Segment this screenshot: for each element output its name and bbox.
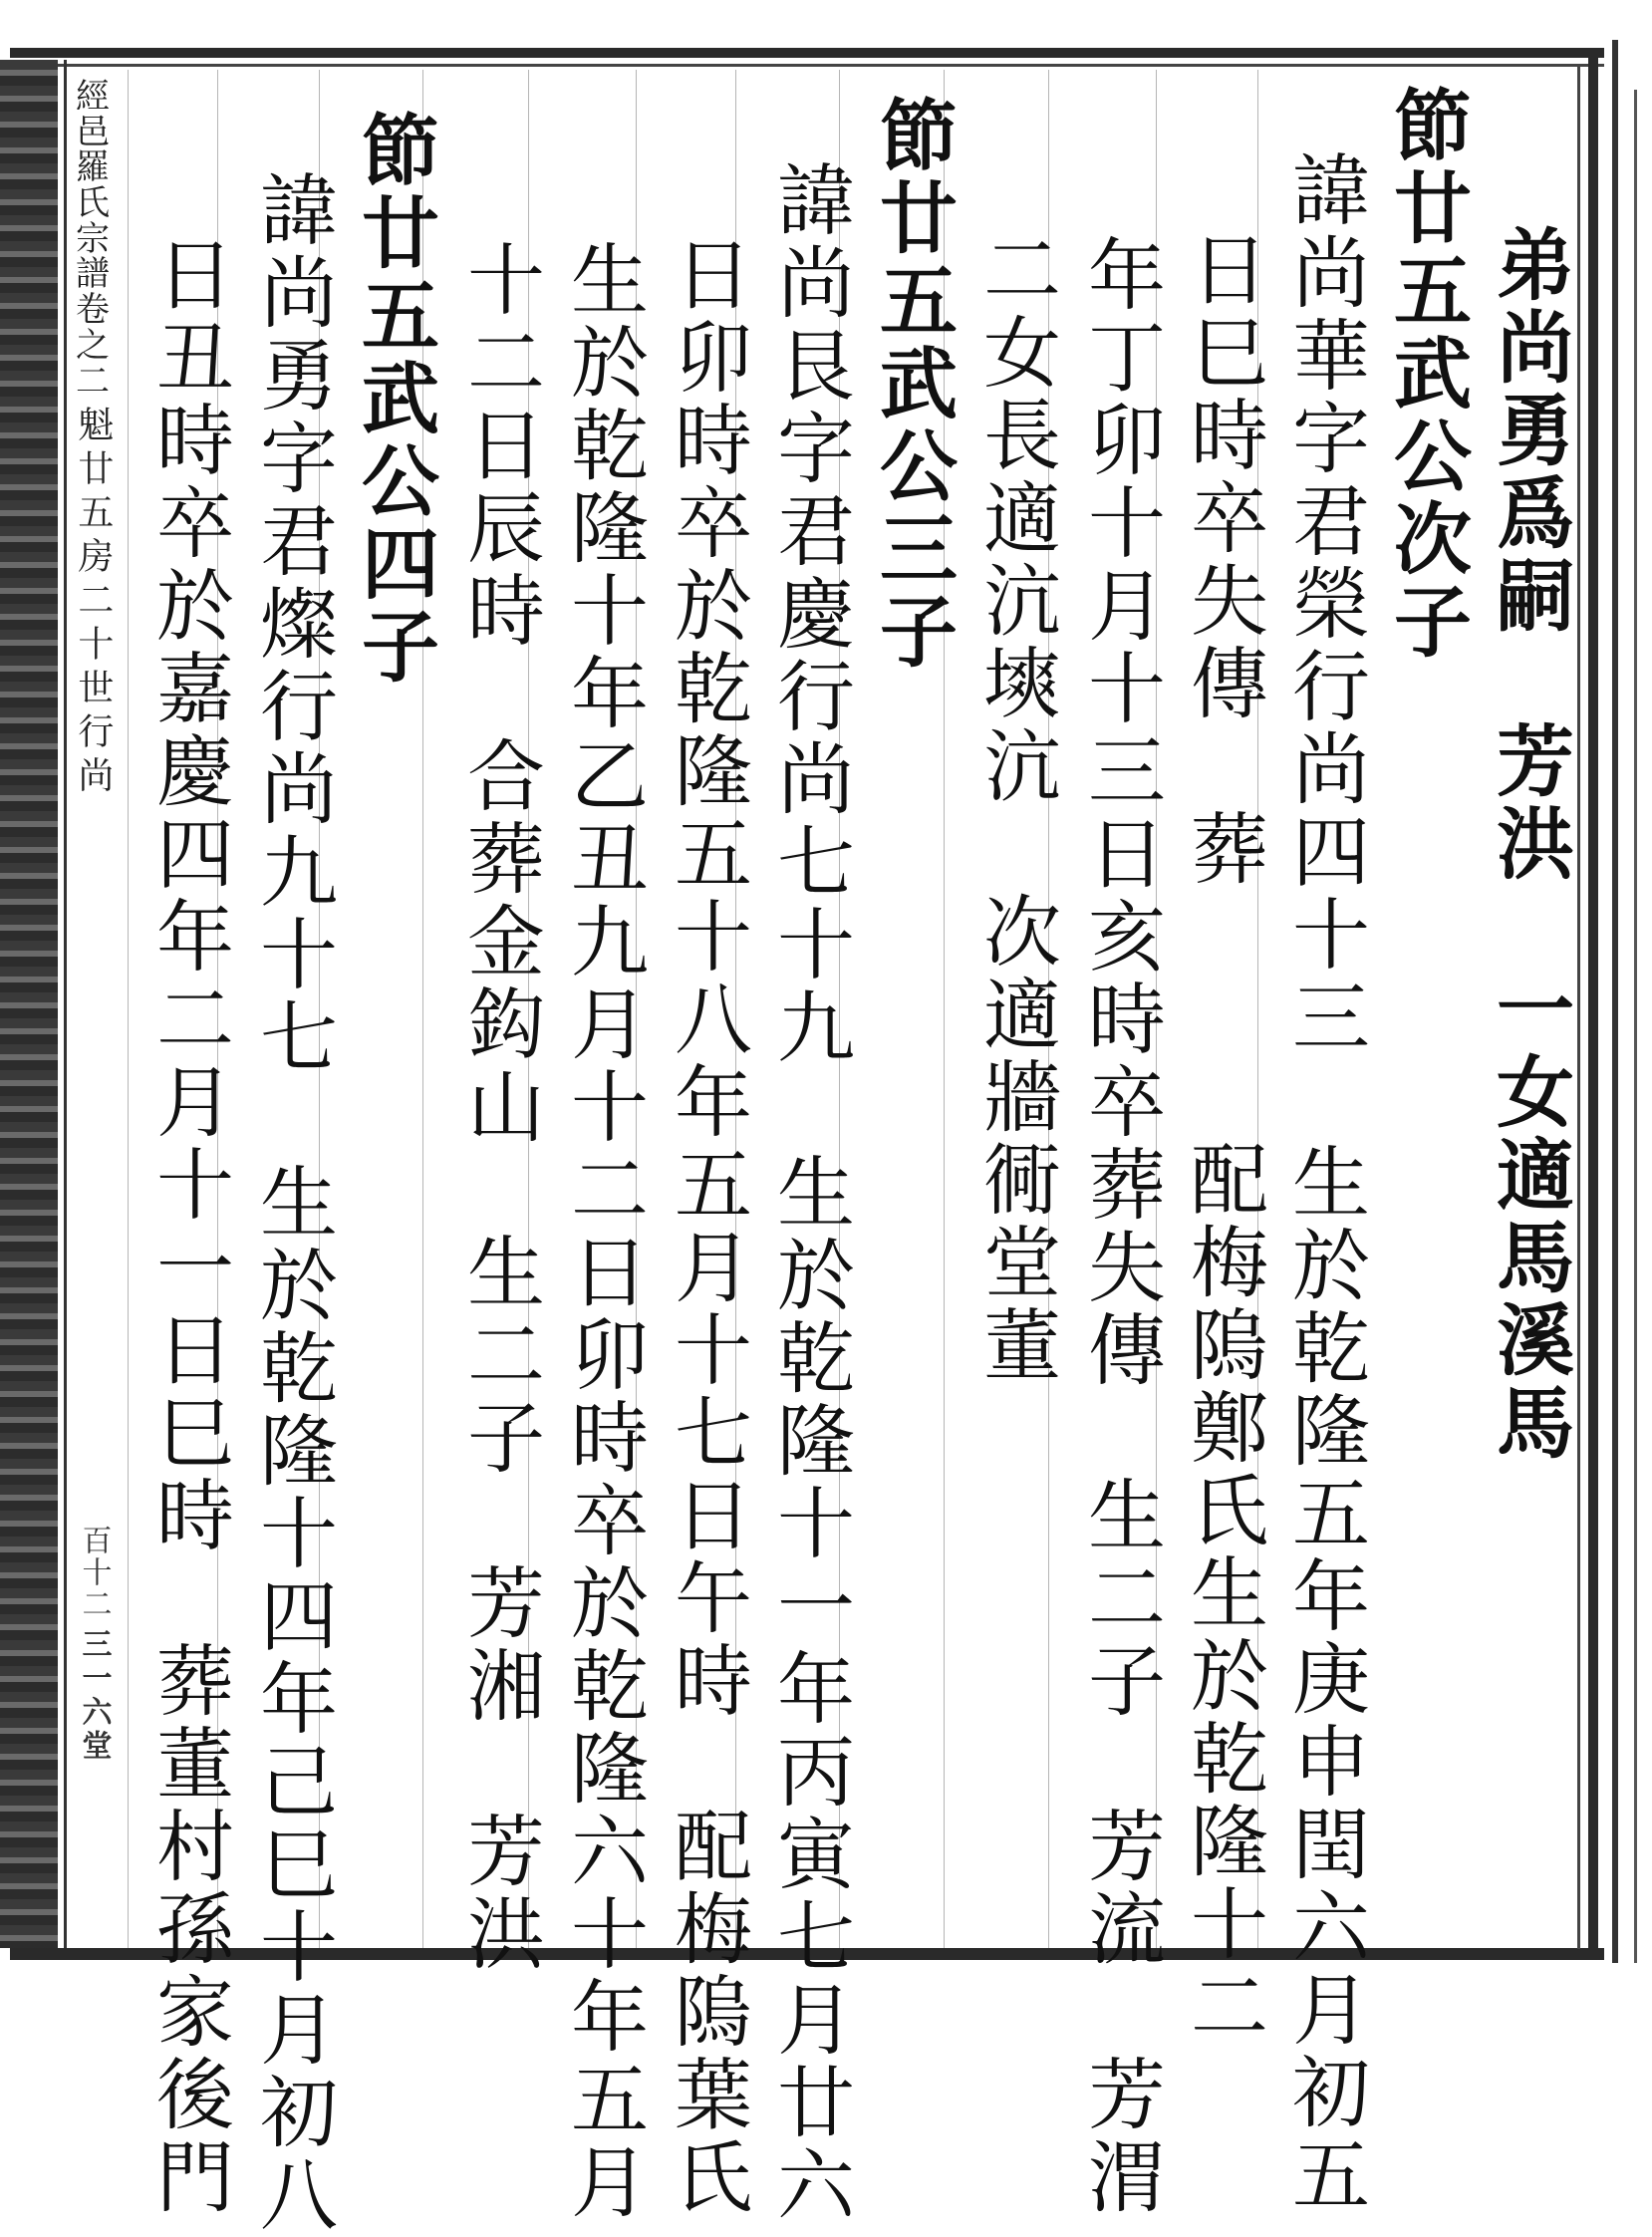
banxin-char: 羅 — [76, 147, 110, 188]
text-column-12: 節廿五武公四子 — [349, 110, 439, 689]
banxin-page-number: 百十二 — [76, 1525, 112, 1620]
banxin-title — [70, 77, 116, 801]
banxin-footer — [72, 1525, 116, 1764]
banxin-hall-name: 三一六堂 — [76, 1628, 112, 1764]
right-border — [1588, 48, 1598, 1959]
banxin-char: 卷 — [76, 290, 110, 331]
banxin-char: 之 — [76, 325, 110, 366]
text-column-5: 年丁卯十月十三日亥時卒葬失傳 生二子 芳流 芳渭 — [1075, 234, 1165, 2219]
text-column-1: 弟尚勇爲嗣 芳洪 一女適馬溪馬 — [1484, 224, 1574, 1465]
column-rule — [128, 70, 129, 1948]
book-edge-strip — [0, 60, 58, 1948]
adjacent-page-edge-line — [1634, 90, 1637, 1963]
top-border — [10, 48, 1604, 58]
text-column-13: 諱尚勇字君燦行尚九十七 生於乾隆十四年己巳十月初八 — [247, 169, 337, 2237]
text-column-10: 生於乾隆十年乙丑九月十二日卯時卒於乾隆六十年五月 — [558, 239, 648, 2224]
banxin-char: 邑 — [76, 112, 110, 152]
text-column-14: 日丑時卒於嘉慶四年二月十一日巳時 葬董村孫家後門 — [143, 234, 233, 2219]
adjacent-page-edge — [1612, 40, 1618, 1963]
text-column-9: 日卯時卒於乾隆五十八年五月十七日午時 配梅隖葉氏 — [662, 234, 751, 2219]
text-column-3: 諱尚華字君榮行尚四十三 生於乾隆五年庚申閏六月初五 — [1279, 149, 1369, 2217]
banxin-char: 經 — [76, 77, 110, 117]
text-column-11: 十二日辰時 合葬金鈎山 生二子 芳湘 芳洪 — [454, 239, 544, 1976]
text-column-8: 諱尚艮字君慶行尚七十九 生於乾隆十一年丙寅七月廿六 — [764, 159, 854, 2227]
top-inner-border — [10, 64, 1604, 67]
banxin-section: 魁廿五房二十世行尚 — [72, 406, 114, 801]
banxin-char: 譜 — [76, 254, 110, 295]
text-column-6: 二女長適沆塽沆 次適牆衕堂董 — [970, 229, 1060, 1387]
banxin-divider — [64, 60, 67, 1948]
banxin-char: 二 — [76, 361, 110, 402]
banxin-char: 氏 — [76, 183, 110, 224]
right-inner-border — [1577, 64, 1580, 1949]
text-column-7: 節廿五武公三子 — [867, 95, 958, 674]
banxin-char: 宗 — [76, 218, 110, 259]
text-column-2: 節廿五武公次子 — [1381, 85, 1472, 664]
text-column-4: 日巳時卒失傳 葬 配梅隖鄭氏生於乾隆十二 — [1178, 229, 1267, 2049]
